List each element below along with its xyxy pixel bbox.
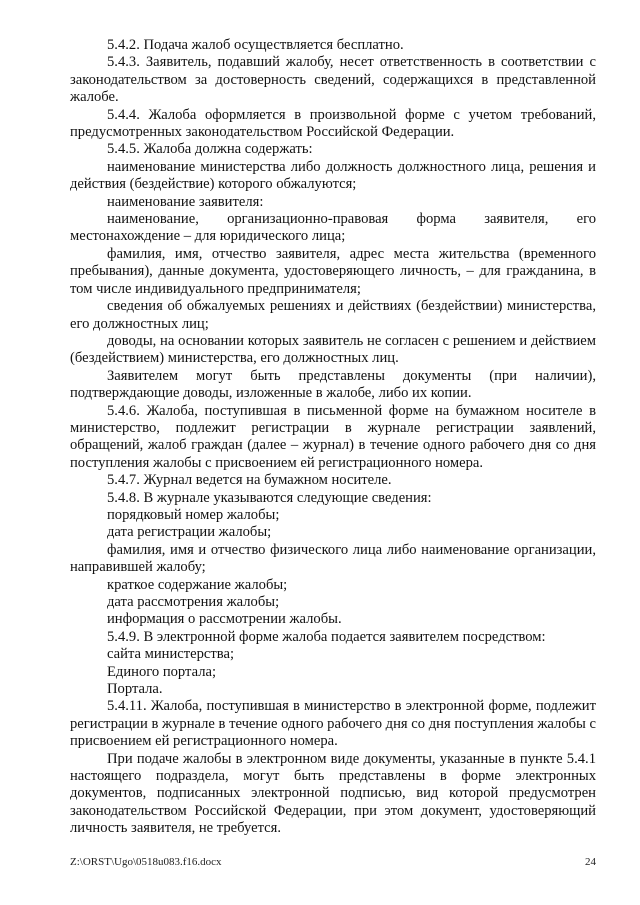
paragraph-5-4-4: 5.4.4. Жалоба оформляется в произвольной форме с учетом требований, предусмотренных законодательством Российской Федерации. <box>70 106 596 141</box>
file-path: Z:\ORST\Ugo\0518u083.f16.docx <box>70 856 222 868</box>
paragraph-5-4-9: 5.4.9. В электронной форме жалоба подается заявителем посредством: <box>107 628 546 645</box>
paragraph-documents: Заявителем могут быть представлены документы (при наличии), подтверждающие доводы, изложенные в жалобе, либо их копии. <box>70 367 596 402</box>
list-item: порядковый номер жалобы; <box>107 506 280 523</box>
paragraph-5-4-2: 5.4.2. Подача жалоб осуществляется бесплатно. <box>107 37 404 53</box>
list-item: сайта министерства; <box>107 646 235 663</box>
list-item: фамилия, имя и отчество физического лица либо наименование организации, направившей жалобу; <box>70 541 596 576</box>
list-item: доводы, на основании которых заявитель не согласен с решением и действием (бездействием) министерства, его должностных лиц. <box>70 332 596 367</box>
list-item: Портала. <box>107 681 163 698</box>
list-item: наименование заявителя: <box>107 193 264 210</box>
list-item: дата рассмотрения жалобы; <box>107 594 280 610</box>
list-item: дата регистрации жалобы; <box>107 524 272 541</box>
paragraph-5-4-3: 5.4.3. Заявитель, подавший жалобу, несет ответственность в соответствии с законодательством за достоверность сведений, содержащихся в представленной жалобе. <box>70 54 596 106</box>
paragraph-5-4-6: 5.4.6. Жалоба, поступившая в письменной форме на бумажном носителе в министерство, подлежит регистрации в журнале регистрации заявлений, обращений, жалоб граждан (далее – журнал) в течение одного рабочего дня со дня поступления жалобы с присвоением ей регистрационного номера. <box>70 402 596 471</box>
list-item: наименование министерства либо должность должностного лица, решения и действия (бездействие) которого обжалуются; <box>70 158 596 193</box>
paragraph-5-4-7: 5.4.7. Журнал ведется на бумажном носителе. <box>107 472 392 489</box>
paragraph-electronic-submission: При подаче жалобы в электронном виде документы, указанные в пункте 5.4.1 настоящего подраздела, могут быть представлены в форме электронных документов, подписанных электронной подписью, вид которой предусмотрен законодательством Российской Федерации, при этом документ, удостоверяющий личность заявителя, не требуется. <box>70 750 596 837</box>
list-item: краткое содержание жалобы; <box>107 576 288 593</box>
list-item: сведения об обжалуемых решениях и действиях (бездействии) министерства, его должностных лиц; <box>70 298 596 332</box>
list-item: Единого портала; <box>107 663 217 680</box>
document-body <box>70 37 596 838</box>
list-item: информация о рассмотрении жалобы. <box>107 611 342 628</box>
list-item: наименование, организационно-правовая форма заявителя, его местонахождение – для юридического лица; <box>70 211 596 245</box>
paragraph-5-4-8: 5.4.8. В журнале указываются следующие сведения: <box>107 489 432 506</box>
list-item: фамилия, имя, отчество заявителя, адрес места жительства (временного пребывания), данные документа, удостоверяющего личность, – для гражданина, в том числе индивидуального предпринимателя; <box>70 245 596 297</box>
paragraph-5-4-11: 5.4.11. Жалоба, поступившая в министерство в электронной форме, подлежит регистрации в журнале в течение одного рабочего дня со дня поступления жалобы с присвоением ей регистрационного номера. <box>70 698 596 750</box>
paragraph-5-4-5: 5.4.5. Жалоба должна содержать: <box>107 141 313 158</box>
page-number: 24 <box>585 856 596 868</box>
